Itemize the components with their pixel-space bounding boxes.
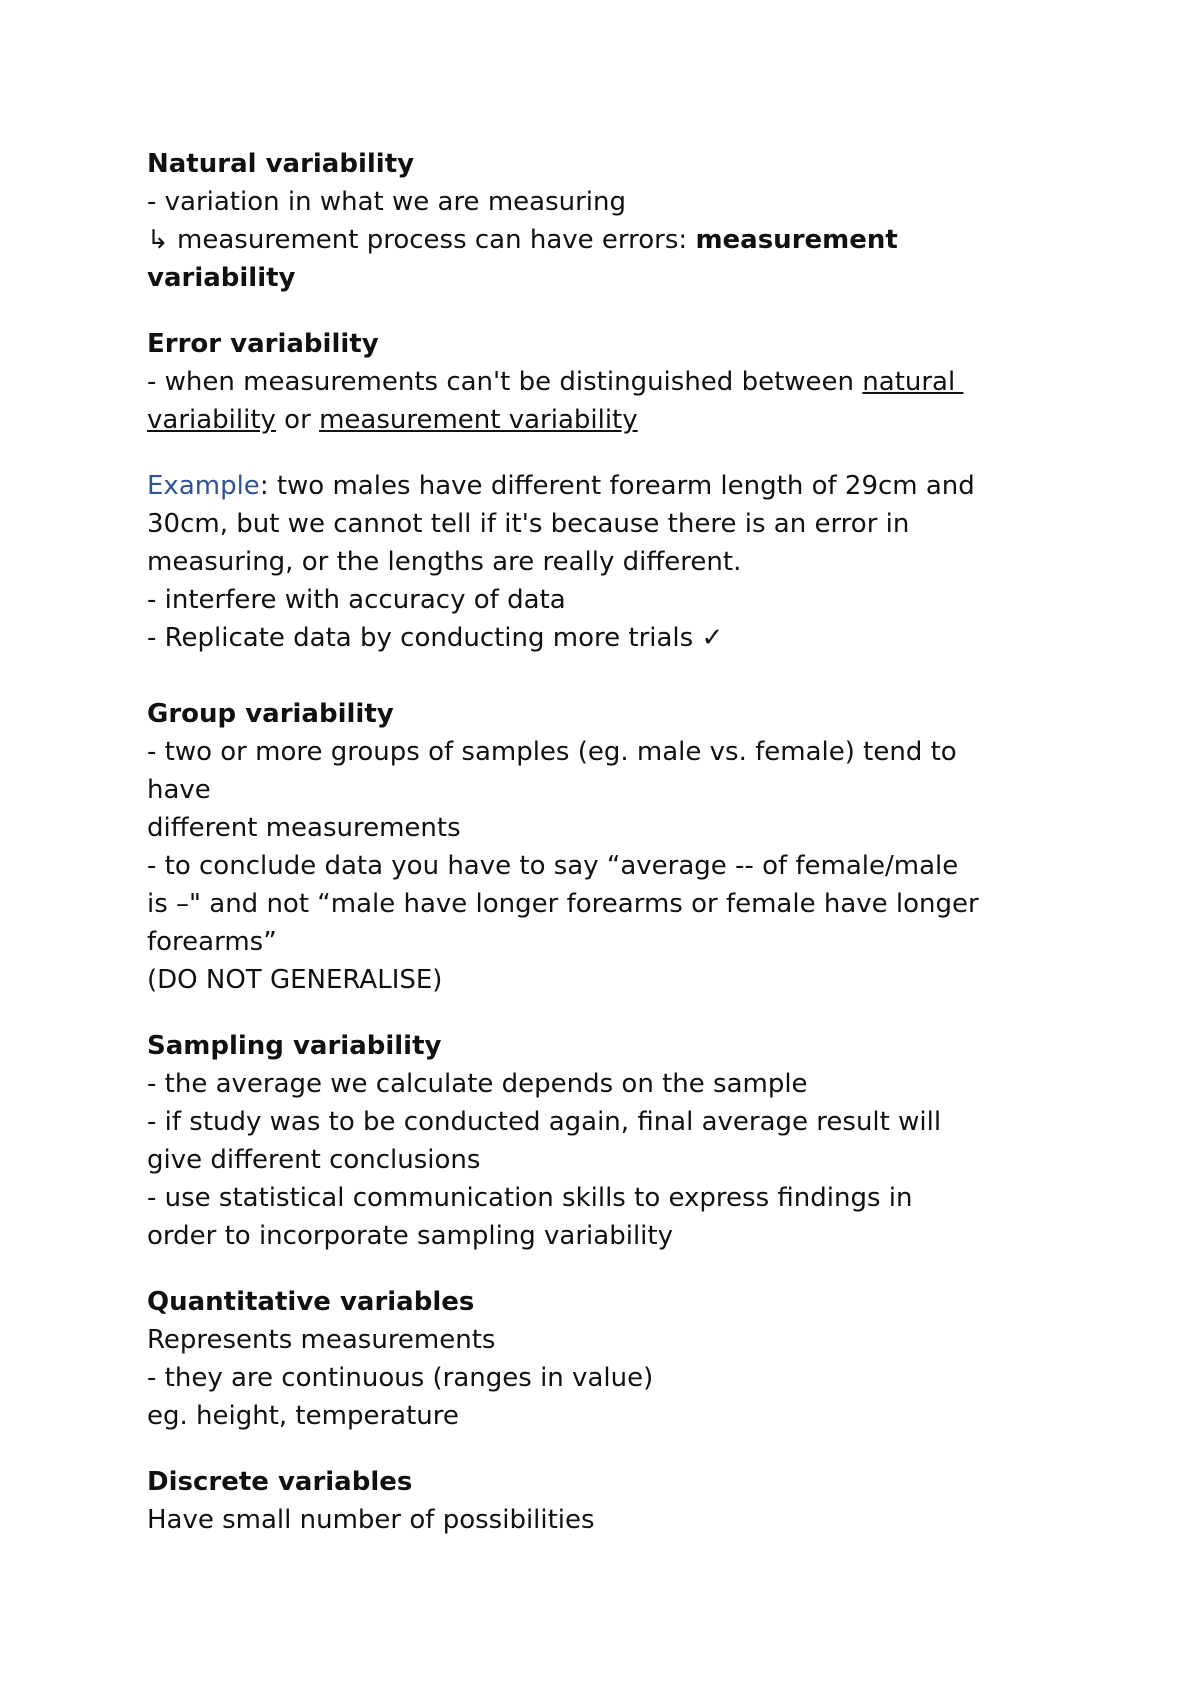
sampling-line-2: - if study was to be conducted again, final average result will <box>147 1107 942 1137</box>
example-label: Example <box>147 471 260 501</box>
group-line-6: forearms” <box>147 927 277 957</box>
natural-line-2-bold: measurement <box>695 225 898 255</box>
error-line-2-underlined-a: variability <box>147 405 276 435</box>
quantitative-line-1: Represents measurements <box>147 1325 496 1355</box>
natural-line-2 <box>147 221 1067 259</box>
heading-group-variability: Group variability <box>147 699 394 729</box>
document-page <box>147 145 1067 1539</box>
group-line-2: have <box>147 775 211 805</box>
example-line-2: 30cm, but we cannot tell if it's because there is an error in <box>147 509 910 539</box>
error-line-1 <box>147 363 1067 401</box>
natural-line-1: - variation in what we are measuring <box>147 187 626 217</box>
group-line-4: - to conclude data you have to say “average -- of female/male <box>147 851 959 881</box>
discrete-line-1: Have small number of possibilities <box>147 1505 595 1535</box>
example-line-3: measuring, or the lengths are really different. <box>147 547 742 577</box>
sampling-line-3: give different conclusions <box>147 1145 481 1175</box>
natural-line-2-text: ↳ measurement process can have errors: <box>147 225 696 255</box>
group-line-5: is –" and not “male have longer forearms or female have longer <box>147 889 979 919</box>
example-line-4: - interfere with accuracy of data <box>147 585 566 615</box>
error-line-1-underlined: natural <box>862 367 964 397</box>
error-line-2-mid: or <box>275 405 320 435</box>
natural-line-3-bold: variability <box>147 263 296 293</box>
heading-natural-variability: Natural variability <box>147 149 415 179</box>
quantitative-line-3: eg. height, temperature <box>147 1401 459 1431</box>
heading-discrete-variables: Discrete variables <box>147 1467 413 1497</box>
example-line-1-text: : two males have different forearm length of 29cm and <box>259 471 975 501</box>
sampling-line-4: - use statistical communication skills to express findings in <box>147 1183 913 1213</box>
heading-sampling-variability: Sampling variability <box>147 1031 442 1061</box>
sampling-line-1: - the average we calculate depends on the sample <box>147 1069 808 1099</box>
group-line-3: different measurements <box>147 813 461 843</box>
error-line-2-underlined-b: measurement variability <box>319 405 638 435</box>
quantitative-line-2: - they are continuous (ranges in value) <box>147 1363 654 1393</box>
example-line-1 <box>147 467 1067 505</box>
group-line-1: - two or more groups of samples (eg. male vs. female) tend to <box>147 737 957 767</box>
error-line-1-text: - when measurements can't be distinguished between <box>147 367 863 397</box>
error-line-2 <box>147 401 1067 439</box>
group-line-7: (DO NOT GENERALISE) <box>147 965 443 995</box>
sampling-line-5: order to incorporate sampling variability <box>147 1221 673 1251</box>
heading-quantitative-variables: Quantitative variables <box>147 1287 475 1317</box>
example-line-5: - Replicate data by conducting more trials ✓ <box>147 623 724 653</box>
heading-error-variability: Error variability <box>147 329 379 359</box>
